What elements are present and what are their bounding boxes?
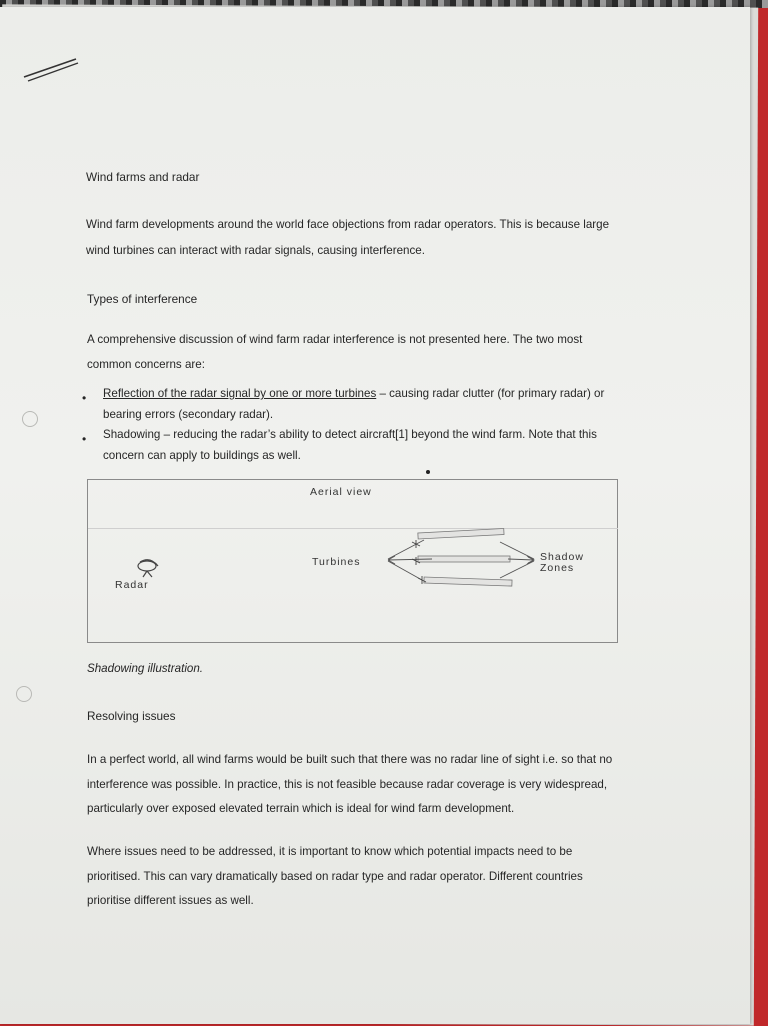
- section1-paragraph-line: A comprehensive discussion of wind farm radar interference is not presented here. The two most: [87, 333, 583, 346]
- section2-paragraph1-line: particularly over exposed elevated terrain which is ideal for wind farm development.: [87, 802, 515, 815]
- section2-paragraph2-line: prioritise different issues as well.: [87, 894, 254, 907]
- bullet-reflection-rest: – causing radar clutter (for primary radar) or: [376, 387, 605, 400]
- document-title: Wind farms and radar: [86, 170, 200, 184]
- section1-paragraph-line: common concerns are:: [87, 358, 205, 371]
- figure-caption: Shadowing illustration.: [87, 662, 204, 675]
- bullet-reflection-lead: Reflection of the radar signal by one or more turbines: [103, 387, 377, 400]
- bullet-marker: •: [82, 391, 87, 405]
- turbines-label: Turbines: [312, 556, 361, 568]
- section2-paragraph1-line: interference was possible. In practice, this is not feasible because radar coverage is very widespread,: [87, 778, 608, 791]
- bullet-marker: •: [82, 432, 87, 446]
- pen-mark-icon: [22, 55, 80, 83]
- turbine-blocks: [418, 529, 512, 587]
- bullet-shadowing-line2: concern can apply to buildings as well.: [103, 449, 301, 462]
- intro-line: wind turbines can interact with radar signals, causing interference.: [86, 244, 425, 257]
- section2-paragraph1-line: In a perfect world, all wind farms would be built such that there was no radar line of sight i.e. so that no: [87, 753, 613, 766]
- ink-dot: [426, 470, 430, 474]
- bullet-reflection-line2: bearing errors (secondary radar).: [103, 408, 274, 421]
- punch-hole-icon: [16, 686, 32, 702]
- shadow-zones-label-line2: Zones: [540, 562, 575, 574]
- section2-paragraph2-line: Where issues need to be addressed, it is important to know which potential impacts need to be: [87, 845, 573, 858]
- document-page: [0, 7, 750, 1024]
- bullet-item-reflection: [103, 384, 604, 405]
- radar-dish-icon: [138, 560, 158, 577]
- aerial-view-figure: [87, 479, 618, 643]
- figure-title: Aerial view: [310, 486, 372, 498]
- punch-hole-icon: [22, 411, 38, 427]
- section-heading-types: Types of interference: [87, 292, 198, 306]
- section-heading-resolving: Resolving issues: [87, 709, 176, 723]
- radar-label: Radar: [115, 579, 149, 591]
- bullet-item-shadowing: Shadowing – reducing the radar’s ability to detect aircraft[1] beyond the wind farm. Note that this: [103, 428, 597, 441]
- intro-line: Wind farm developments around the world face objections from radar operators. This is because large: [86, 218, 610, 231]
- shadow-zones-label-line1: Shadow: [540, 551, 584, 563]
- section2-paragraph2-line: prioritised. This can vary dramatically based on radar type and radar operator. Different countries: [87, 870, 583, 883]
